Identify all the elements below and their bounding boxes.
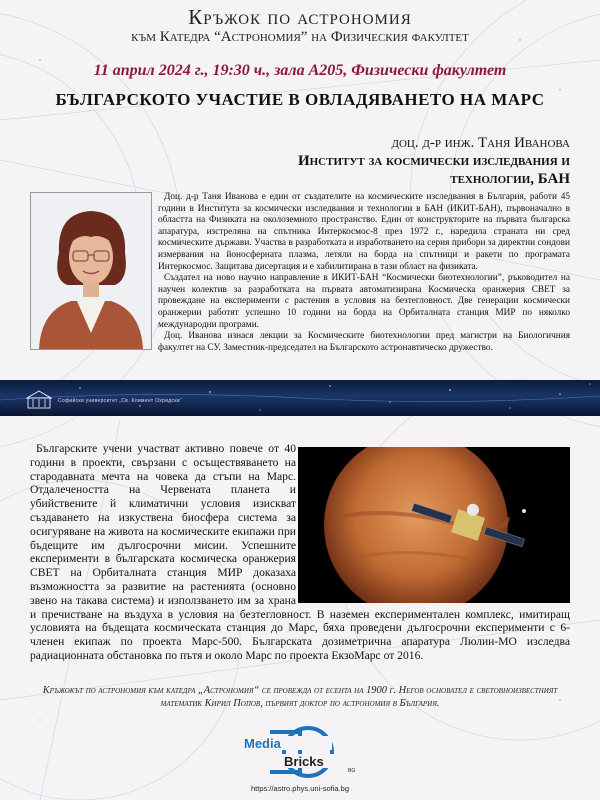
bio-paragraph: Създател на ново научно направление в ИКИТ-БАН “Космически биотехнологии”, ръководител на научен колектив за разработката на първата автоматизирана Космическа оранжерия СВЕТ за провеждане на експерименти с растения в условия на безтегловност. Две генерации космически оранжерии работят успешно 10 години на борда на Орбиталната станция МИР по няколко международни програми. xyxy=(158,273,570,330)
website-url[interactable]: https://astro.phys.uni-sofia.bg xyxy=(251,784,349,793)
club-subtitle: към Катедра “Астрономия” на Физическия факултет xyxy=(131,29,469,45)
speaker-block xyxy=(240,134,570,188)
club-title: Кръжок по астрономия xyxy=(188,5,412,29)
speaker-institute: Институт за космически изследвания и технологии, БАН xyxy=(297,153,570,187)
speaker-portrait xyxy=(30,192,152,350)
bio-paragraph: Доц. Иванова изнася лекции за Космическите биотехнологии пред магистри на Биологичния факултет на СУ. Заместник-председател на Българското астронавтическо дружество. xyxy=(158,331,570,353)
mediabricks-logo xyxy=(236,726,364,778)
event-date-location: 11 април 2024 г., 19:30 ч., зала А205, Физически факултет xyxy=(93,62,507,79)
header xyxy=(0,6,600,110)
sponsor-logo-top-text: Media xyxy=(244,736,281,751)
university-caption: Софийски университет „Св. Климент Охридски“ xyxy=(58,398,182,404)
talk-title: БЪЛГАРСКОТО УЧАСТИЕ В ОВЛАДЯВАНЕТО НА МАРС xyxy=(55,90,545,109)
bio-paragraph: Доц. д-р Таня Иванова е един от създателите на космическите изследвания в България, работи 45 години в Института за космически изследвания и технологии в БАН (ИКИТ-БАН), първоначално в областта на Физиката на околоземното пространство. Един от конструкторите на първата българска апаратура, изстреляна на спътника Интеркосмос-8 през 1972 г., наредила страната ни сред космическите държави. Участва в разработката и изработването на серия прибори за директни сондови измервания на йоносферната плазма, летяли на борда на спътници и ракети по програмата Интеркосмос. Защитава дисертация и е хабилитирана в тази област на физиката. xyxy=(158,192,570,272)
speaker-name: доц. д-р инж. Таня Иванова xyxy=(391,135,570,151)
sponsor-logo-country: BG xyxy=(348,768,356,774)
sponsor-logo-bottom-text: Bricks xyxy=(284,754,324,769)
main-paragraph: Българските учени участват активно повече от 40 години в проекти, свързани с осъществяването на стародавната мечта на човека да стъпи на Марс. Отдалечеността на Червената планета и убийствените й климатични условия изискват създаването на изкуствена биосфера система за осигуряване на живота на космическите екипажи при бъдещите им дългосрочни мисии. Успешните експерименти в българската космическа оранжерия СВЕТ на Орбиталната станция МИР доказаха възможността за развитие на растенията (основно звено на такава система) и използването им за храна и пречистване на въздуха в условия на безтегловност. В наземен експериментален комплекс, имитиращ условията на бъдещата космическата станция до Марс, бяха проведени дългосрочни експерименти с 6-членен екипаж по проекта Марс-500. Българската дозиметрична апаратура Люлин-МО изследва радиационната обстановка по пътя и около Марс по проекта ЕкзоМарс от 2016. xyxy=(30,442,570,662)
main-article-text xyxy=(30,442,570,663)
club-history-note: Кръжокът по астрономия към катедра „Астрономия“ се провежда от есента на 1900 г. Негов основател е световноизвестният математик Кирил Попов, първият доктор по астрономия в България. xyxy=(42,685,558,709)
speaker-biography xyxy=(158,192,570,354)
university-logo xyxy=(26,390,52,410)
